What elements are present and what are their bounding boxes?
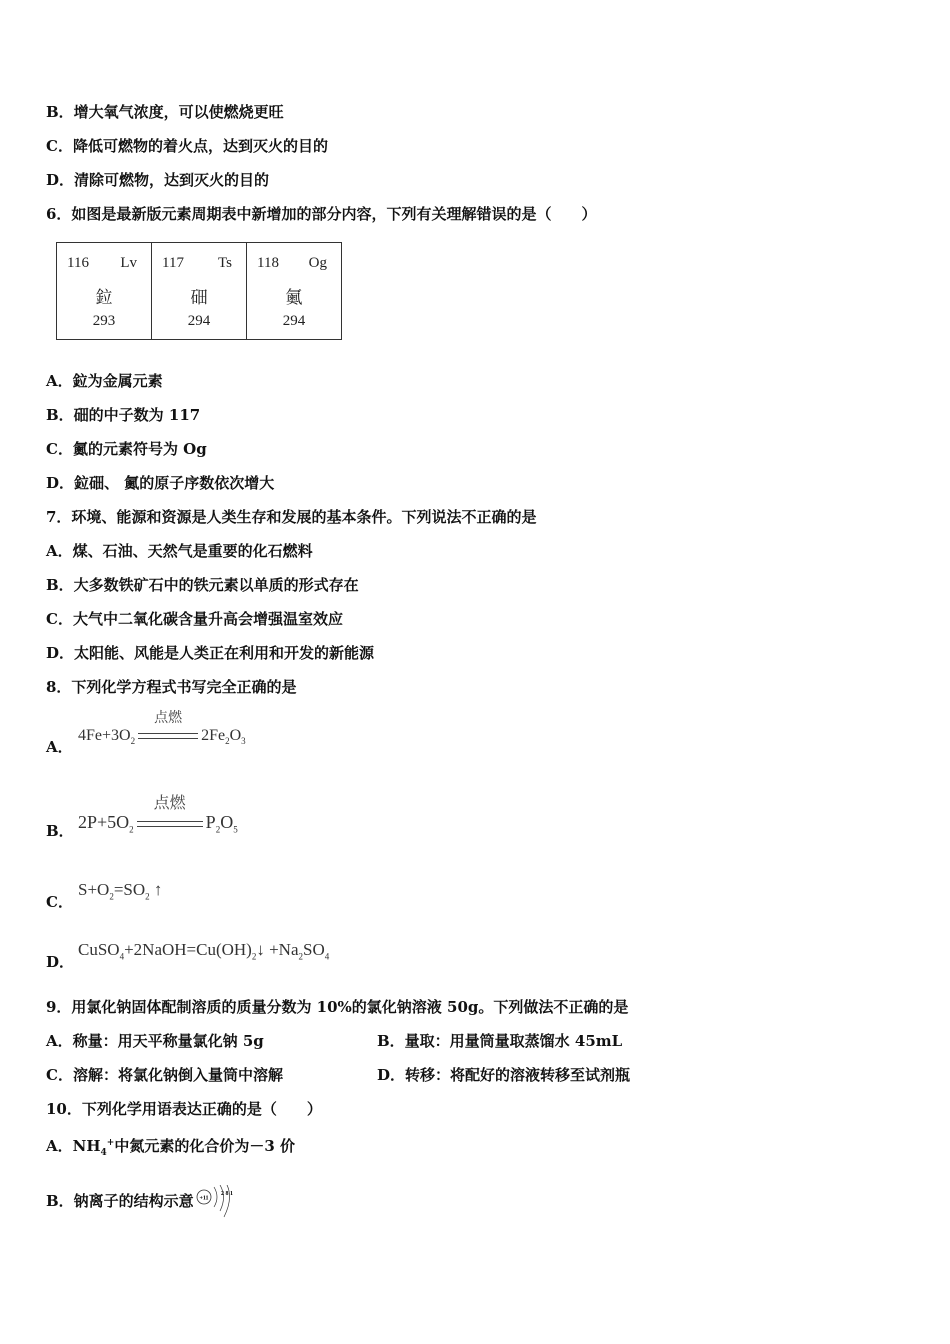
q7-option-a: A．煤、石油、天然气是重要的化石燃料 (46, 542, 313, 560)
element-name: 鿫 (285, 288, 303, 307)
element-cell-116 (57, 243, 152, 339)
q10-option-b (46, 1184, 236, 1219)
eq-sub: 2 (109, 891, 114, 902)
condition-arrow (138, 711, 198, 745)
option-text: A．NH (46, 1137, 101, 1155)
q7-option-d: D．太阳能、风能是人类正在利用和开发的新能源 (46, 644, 375, 662)
q8-label-d: D． (46, 953, 75, 971)
q8-equation-c (78, 880, 162, 901)
superscript: + (106, 1138, 115, 1148)
atomic-mass: 293 (92, 313, 116, 329)
q6-option-c: C．鿫的元素符号为 Og (46, 440, 207, 458)
eq-sub: 2 (225, 736, 230, 747)
eq-text: +2NaOH=Cu(OH) (124, 940, 252, 959)
nucleus-label: +11 (199, 1195, 209, 1202)
eq-text: 2Fe (201, 727, 226, 744)
element-name: 鉝 (95, 288, 113, 307)
eq-sub: 2 (298, 951, 304, 962)
q9-option-b: B．量取：用量筒量取蒸馏水 45mL (377, 1032, 623, 1050)
condition-label: 点燃 (154, 711, 183, 726)
q7-option-c: C．大气中二氧化碳含量升高会增强温室效应 (46, 610, 343, 628)
q8-stem: 8．下列化学方程式书写完全正确的是 (46, 678, 297, 696)
q8-label-b: B． (46, 822, 74, 840)
atomic-number: 117 (162, 255, 184, 271)
element-cell-117 (152, 243, 247, 339)
eq-sub: 4 (324, 951, 330, 962)
q5-option-b: B．增大氧气浓度，可以使燃烧更旺 (46, 103, 284, 121)
eq-sub: 4 (119, 951, 125, 962)
q8-label-a: A． (46, 738, 73, 756)
condition-arrow (137, 795, 203, 833)
eq-text: 2P+5O (78, 812, 130, 832)
atomic-mass: 294 (282, 313, 306, 329)
option-text: 中氮元素的化合价为－3 价 (114, 1137, 296, 1155)
element-cell-118 (247, 243, 341, 339)
subscript: 4 (100, 1148, 107, 1158)
eq-sub: 2 (251, 951, 257, 962)
element-symbol: Ts (218, 255, 232, 271)
shell-label: 2 8 1 (220, 1191, 233, 1197)
element-symbol: Og (308, 255, 327, 271)
q8-equation-a (78, 711, 246, 747)
q10-option-a (46, 1133, 295, 1163)
element-symbol: Lv (120, 255, 137, 271)
eq-text: CuSO (78, 940, 120, 959)
q5-option-c: C．降低可燃物的着火点，达到灭火的目的 (46, 137, 328, 155)
q5-option-d: D．清除可燃物，达到灭火的目的 (46, 171, 270, 189)
q6-stem: 6．如图是最新版元素周期表中新增加的部分内容，下列有关理解错误的是（ ） (46, 205, 597, 223)
condition-label: 点燃 (153, 795, 186, 812)
q9-stem: 9．用氯化钠固体配制溶质的质量分数为 10%的氯化钠溶液 50g。下列做法不正确的是 (46, 998, 629, 1016)
periodic-table-excerpt (56, 242, 342, 340)
eq-text: 4Fe+3O (78, 727, 131, 744)
eq-text: SO (303, 940, 325, 959)
eq-sub: 5 (233, 824, 238, 835)
sodium-ion-structure-diagram (196, 1185, 236, 1219)
eq-sub: 2 (129, 824, 134, 835)
q8-equation-b (78, 795, 238, 835)
eq-text: =SO (113, 880, 146, 899)
eq-text: S+O (78, 880, 110, 899)
q10-stem: 10．下列化学用语表达正确的是（ ） (46, 1100, 322, 1118)
eq-text: O (229, 727, 242, 744)
q7-option-b: B．大多数铁矿石中的铁元素以单质的形式存在 (46, 576, 359, 594)
eq-sub: 3 (241, 736, 246, 747)
option-text: B．钠离子的结构示意 (46, 1192, 194, 1210)
eq-sub: 2 (130, 736, 136, 747)
eq-text: ↓ +Na (256, 940, 299, 959)
q7-stem: 7．环境、能源和资源是人类生存和发展的基本条件。下列说法不正确的是 (46, 508, 537, 526)
eq-sub: 2 (215, 824, 221, 835)
q8-equation-d (78, 940, 329, 961)
element-name: 鿬 (190, 288, 208, 307)
q6-option-b: B．鿬的中子数为 117 (46, 406, 201, 424)
eq-text: P (205, 812, 216, 832)
q8-label-c: C． (46, 893, 73, 911)
atomic-number: 116 (67, 255, 89, 271)
eq-sub: 2 (145, 891, 150, 902)
q9-option-d: D．转移：将配好的溶液转移至试剂瓶 (377, 1066, 631, 1084)
q9-option-c: C．溶解：将氯化钠倒入量筒中溶解 (46, 1066, 283, 1084)
q6-option-d: D．鉝鿬、 鿫的原子序数依次增大 (46, 474, 275, 492)
eq-text: O (220, 812, 234, 832)
atomic-mass: 294 (187, 313, 211, 329)
atomic-number: 118 (257, 255, 279, 271)
up-arrow: ↑ (153, 880, 163, 899)
q9-option-a: A．称量：用天平称量氯化钠 5g (46, 1032, 264, 1050)
q6-option-a: A．鉝为金属元素 (46, 372, 163, 390)
